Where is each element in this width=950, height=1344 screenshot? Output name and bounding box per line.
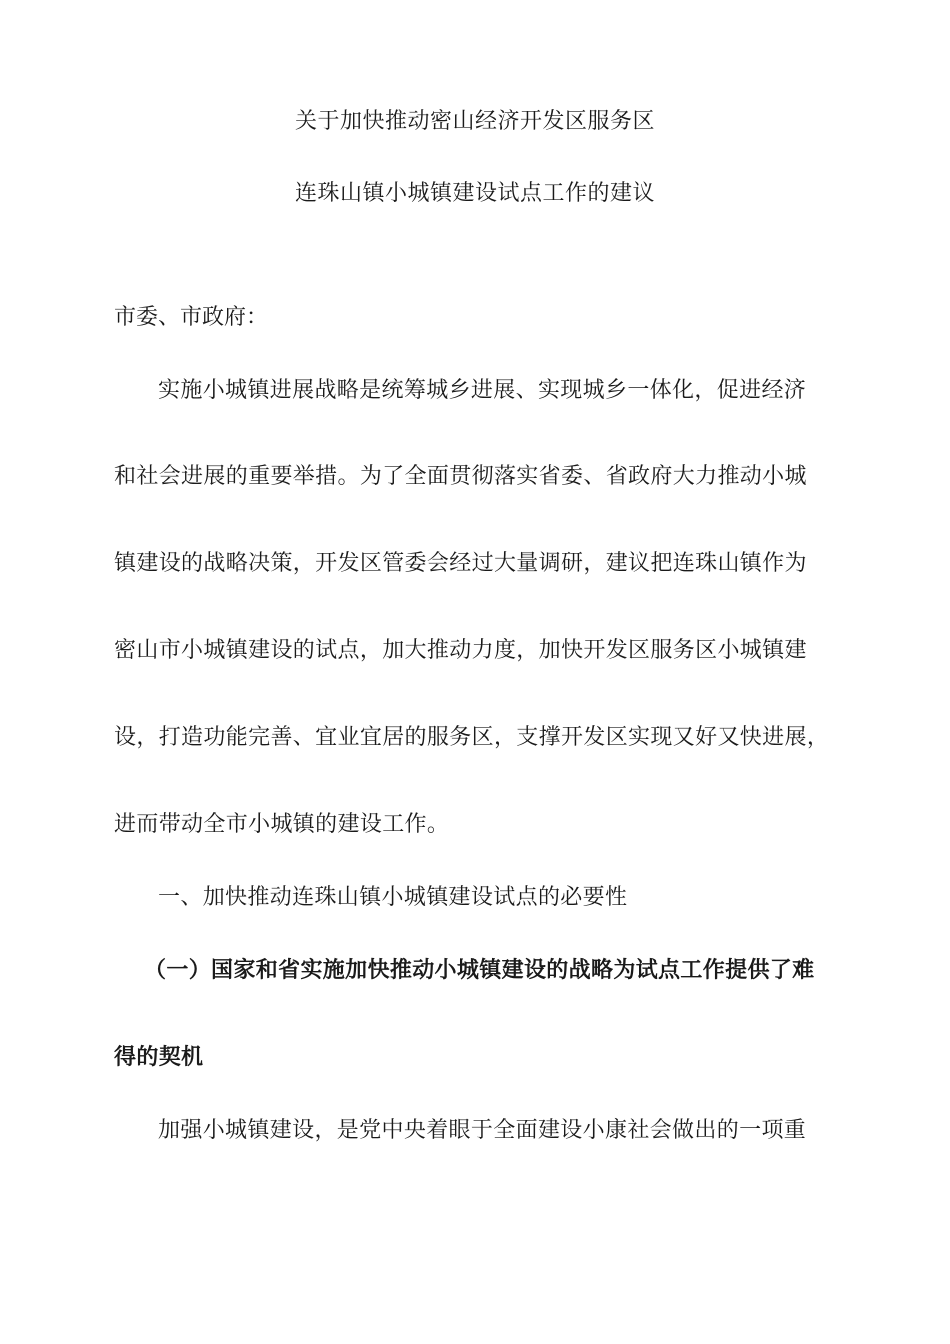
document-title-line-1: 关于加快推动密山经济开发区服务区: [294, 109, 655, 134]
paragraph-1-line: 和社会进展的重要举措。为了全面贯彻落实省委、省政府大力推动小城: [114, 464, 807, 489]
paragraph-1-line: 设，打造功能完善、宜业宜居的服务区，支撑开发区实现又好又快进展，: [114, 725, 830, 750]
paragraph-1-line: 密山市小城镇建设的试点，加大推动力度，加快开发区服务区小城镇建: [114, 638, 807, 663]
section-heading: 一、加快推动连珠山镇小城镇建设试点的必要性: [158, 885, 628, 910]
paragraph-1-line: 实施小城镇进展战略是统筹城乡进展、实现城乡一体化，促进经济: [158, 378, 807, 403]
paragraph-1-line: 镇建设的战略决策，开发区管委会经过大量调研，建议把连珠山镇作为: [114, 551, 807, 576]
document-title-line-2: 连珠山镇小城镇建设试点工作的建议: [294, 181, 655, 206]
salutation: 市委、市政府：: [114, 305, 269, 330]
subsection-heading-line: （一）国家和省实施加快推动小城镇建设的战略为试点工作提供了难: [144, 958, 815, 983]
subsection-heading-line: 得的契机: [114, 1045, 204, 1070]
paragraph-1-line: 进而带动全市小城镇的建设工作。: [114, 812, 450, 837]
paragraph-2-line: 加强小城镇建设，是党中央着眼于全面建设小康社会做出的一项重: [158, 1118, 807, 1143]
